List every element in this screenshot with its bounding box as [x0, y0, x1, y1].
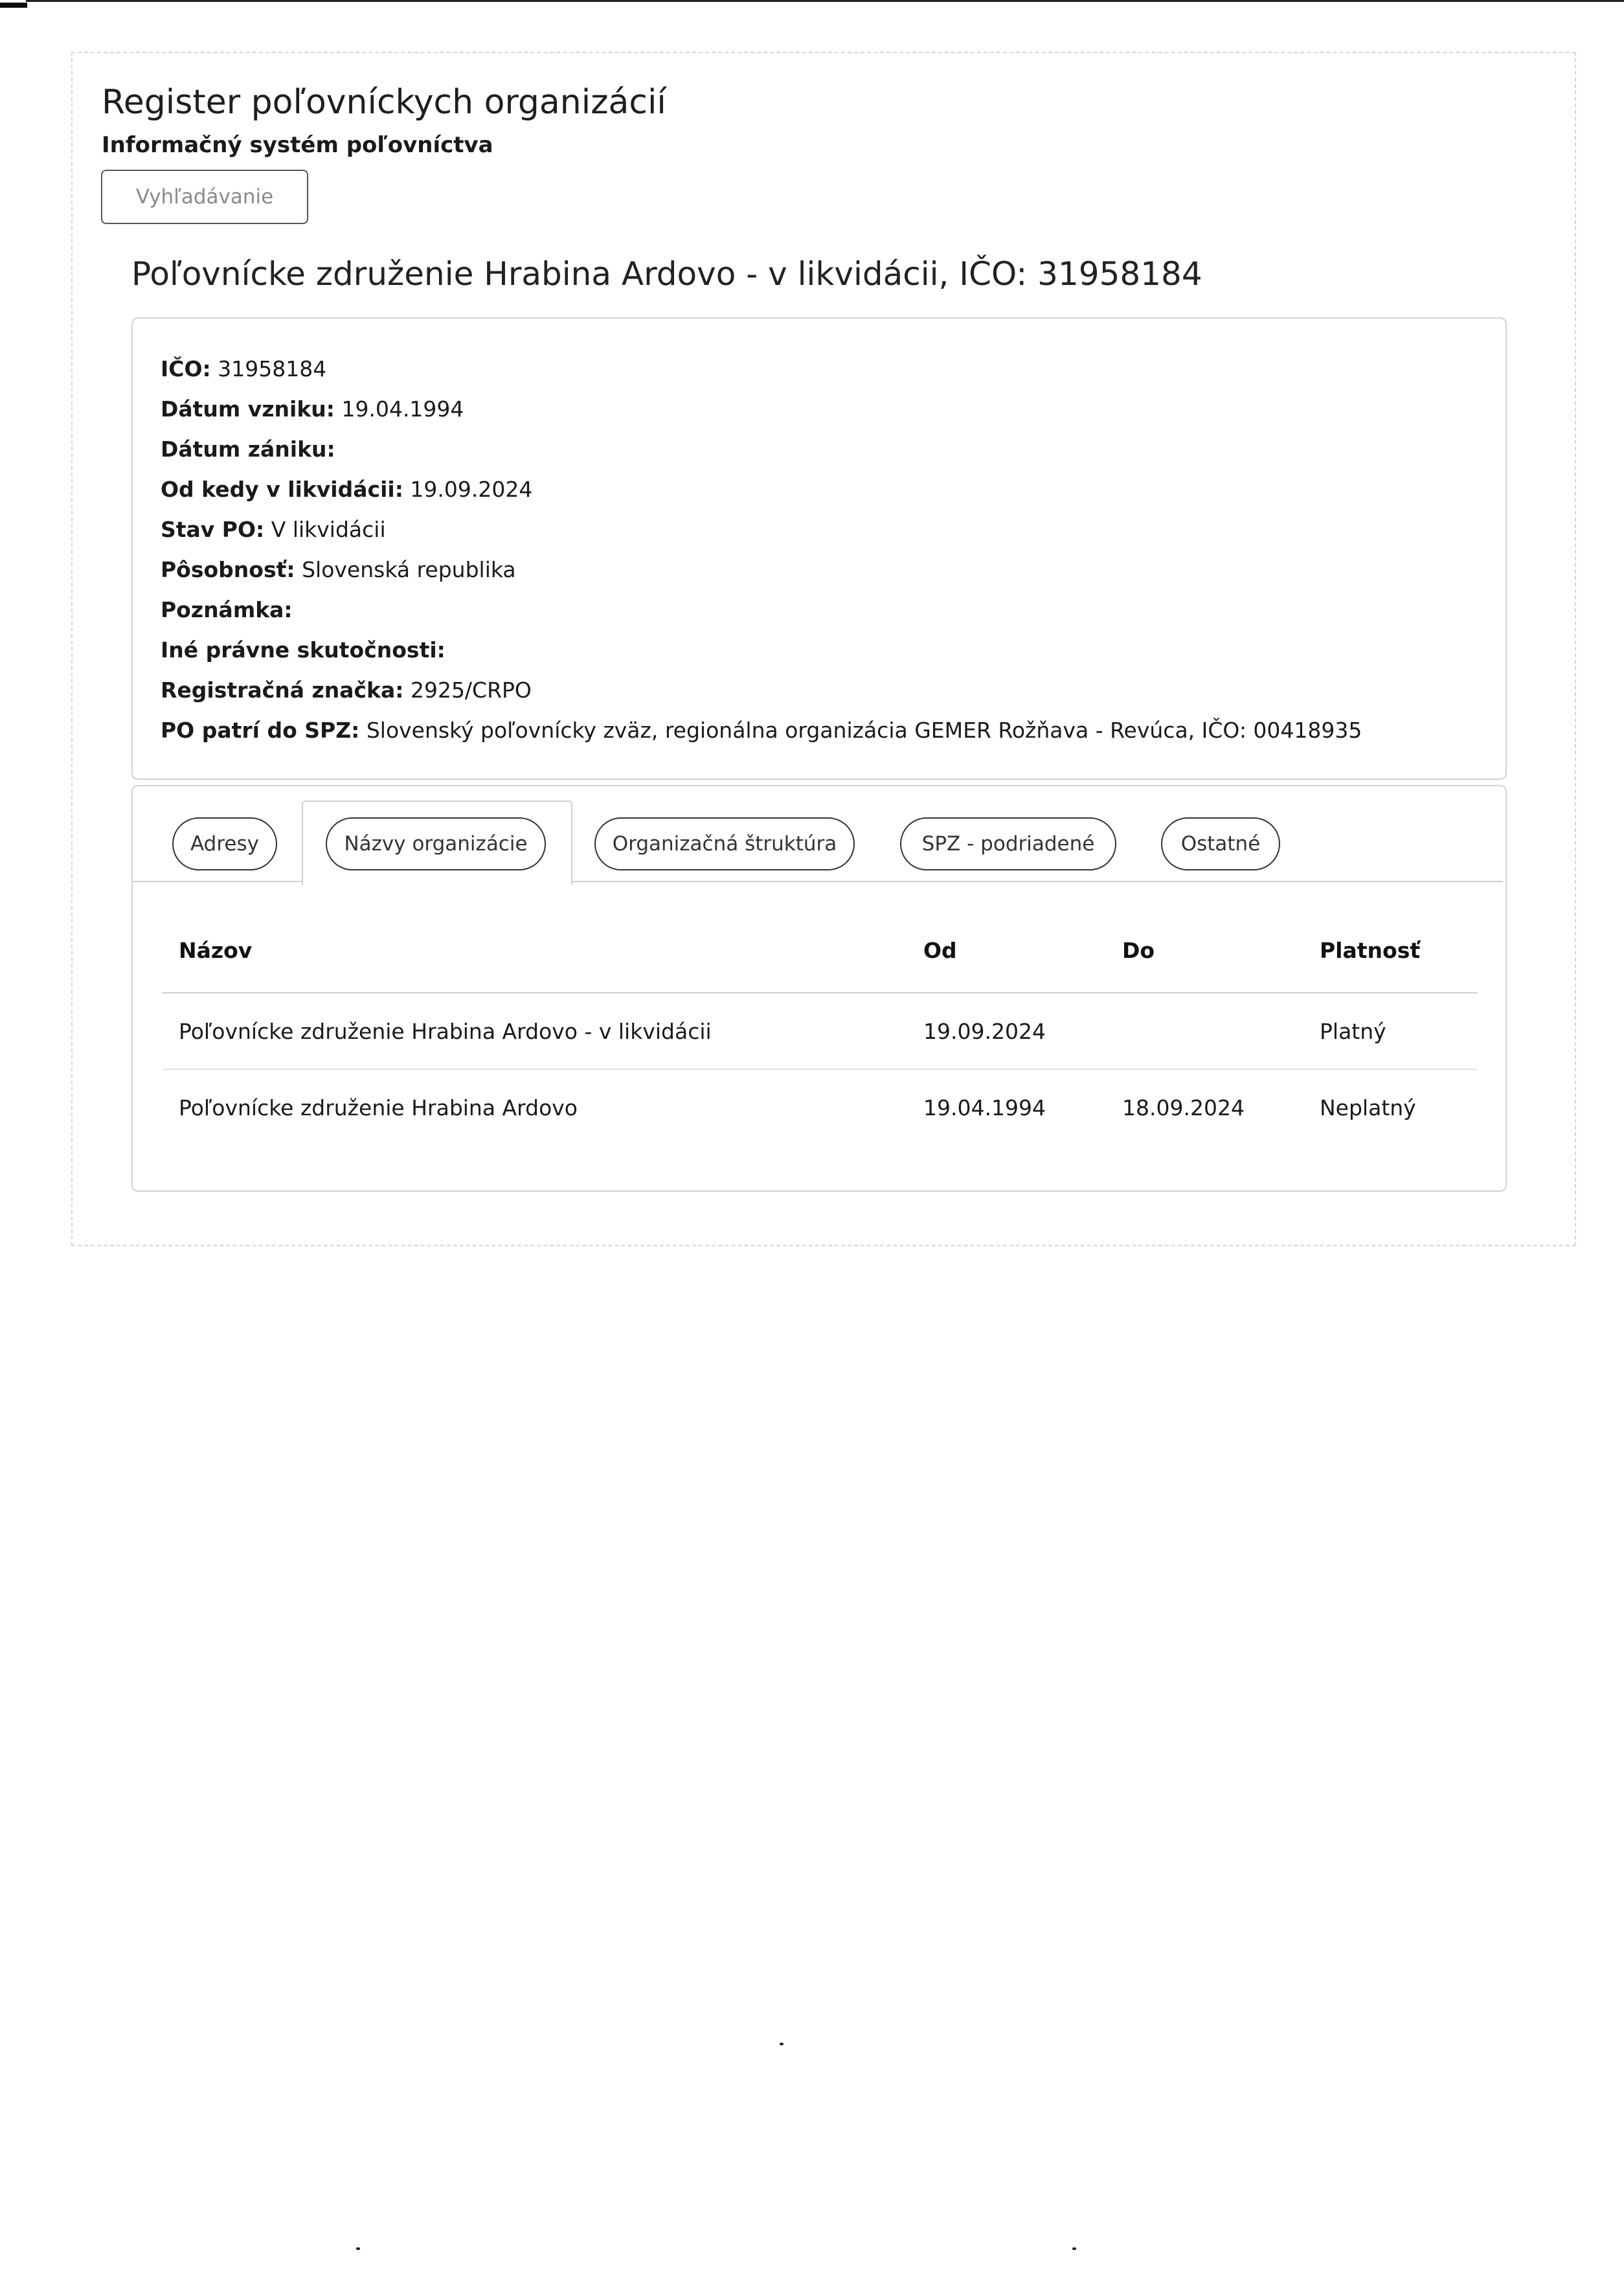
cell-do	[1105, 993, 1303, 1069]
cell-platnost: Neplatný	[1320, 1095, 1416, 1120]
detail-row-po-patri-do-spz	[161, 716, 1362, 756]
column-header-od: Od	[907, 908, 1105, 993]
cell-od: 19.09.2024	[907, 993, 1105, 1069]
scan-corner-mark	[0, 3, 27, 8]
detail-row-ico	[161, 355, 1362, 395]
cell-do: 18.09.2024	[1122, 1095, 1245, 1120]
organization-heading: Poľovnícke združenie Hrabina Ardovo - v likvidácii, IČO: 31958184	[131, 255, 1202, 293]
detail-label: Poznámka:	[161, 597, 293, 622]
search-button[interactable]: Vyhľadávanie	[101, 170, 308, 224]
organization-names-table	[162, 908, 1478, 1145]
detail-row-ine-pravne-skutocnosti	[161, 636, 1362, 676]
cell-nazov: Poľovnícke združenie Hrabina Ardovo - v likvidácii	[162, 993, 907, 1069]
app-title: Register poľovníckych organizácií	[102, 83, 666, 122]
tab-adresy[interactable]: Adresy	[172, 817, 277, 870]
table-row	[162, 993, 1478, 1069]
detail-label: Iné právne skutočnosti:	[161, 637, 445, 663]
detail-label: Dátum zániku:	[161, 437, 335, 462]
detail-value: 19.09.2024	[410, 477, 533, 502]
detail-value: Slovenská republika	[302, 557, 516, 582]
detail-list	[161, 355, 1362, 756]
column-header-do: Do	[1105, 908, 1303, 993]
detail-label: IČO:	[161, 356, 211, 381]
detail-row-poznamka	[161, 596, 1362, 636]
tab-nazvy-organizacie[interactable]: Názvy organizácie	[326, 817, 546, 870]
detail-label: Stav PO:	[161, 517, 265, 542]
cell-od: 19.04.1994	[923, 1095, 1046, 1120]
scan-speck	[1072, 2247, 1076, 2250]
scan-speck	[356, 2247, 360, 2250]
detail-row-posobnost	[161, 556, 1362, 596]
detail-row-stav-po	[161, 516, 1362, 556]
detail-row-datum-vzniku	[161, 395, 1362, 435]
detail-label: Dátum vzniku:	[161, 396, 335, 422]
column-header-platnost: Platnosť	[1303, 908, 1478, 993]
tab-spz-podriadene[interactable]: SPZ - podriadené	[900, 817, 1116, 870]
column-header-nazov: Názov	[162, 908, 907, 993]
table-header-row	[162, 908, 1478, 993]
detail-row-od-kedy-v-likvidacii	[161, 475, 1362, 516]
tab-organizacna-struktura[interactable]: Organizačná štruktúra	[594, 817, 855, 870]
app-subtitle: Informačný systém poľovníctva	[102, 132, 493, 158]
detail-label: Registračná značka:	[161, 677, 404, 703]
detail-label: Pôsobnosť:	[161, 557, 295, 582]
scan-top-rule	[26, 0, 1624, 2]
detail-label: PO patrí do SPZ:	[161, 718, 360, 743]
detail-value: V likvidácii	[271, 517, 386, 542]
cell-nazov: Poľovnícke združenie Hrabina Ardovo	[179, 1095, 578, 1120]
detail-label: Od kedy v likvidácii:	[161, 477, 403, 502]
table-row	[162, 1069, 1478, 1145]
detail-row-datum-zaniku	[161, 435, 1362, 475]
scan-speck	[780, 2043, 784, 2045]
detail-row-registracna-znacka	[161, 676, 1362, 716]
detail-value: 31958184	[218, 356, 327, 381]
detail-value: 2925/CRPO	[410, 677, 532, 703]
cell-platnost: Platný	[1303, 993, 1478, 1069]
detail-value: Slovenský poľovnícky zväz, regionálna organizácia GEMER Rožňava - Revúca, IČO: 00418935	[366, 718, 1362, 743]
tab-ostatne[interactable]: Ostatné	[1161, 817, 1280, 870]
detail-value: 19.04.1994	[341, 396, 464, 422]
